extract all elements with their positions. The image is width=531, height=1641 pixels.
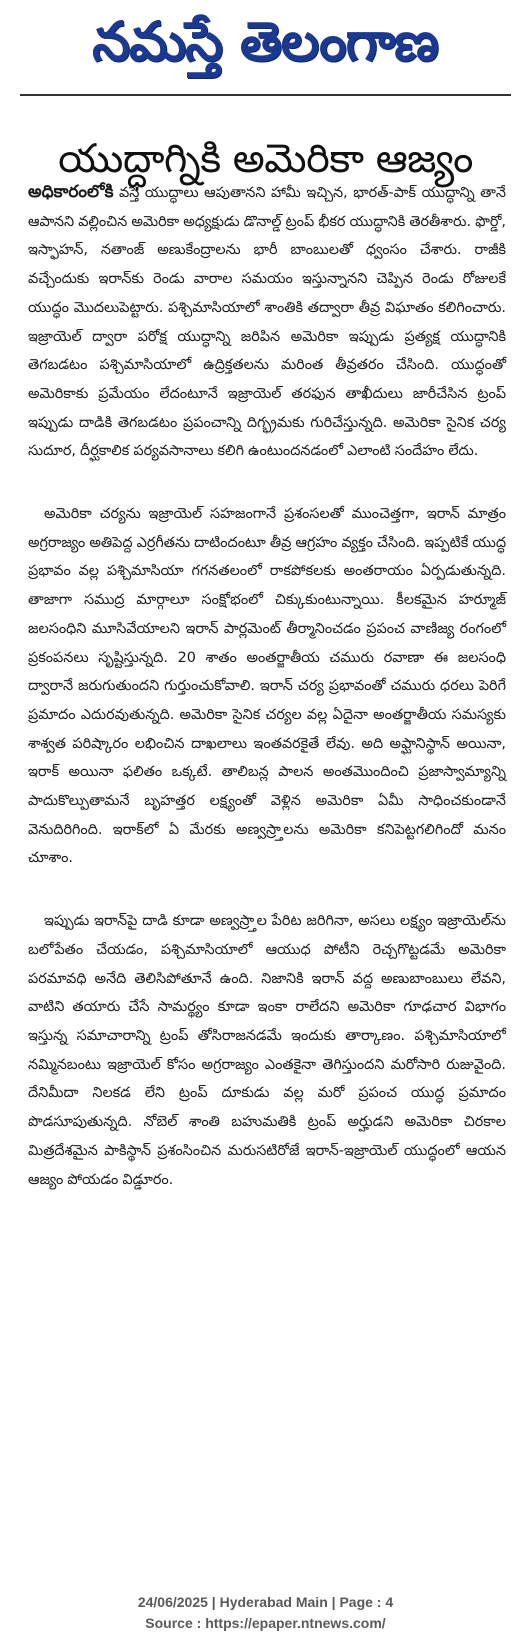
article-paragraph-2 <box>28 500 506 873</box>
source-link[interactable]: Source : https://epaper.ntnews.com/ <box>145 1615 386 1631</box>
article-paragraph-1 <box>28 178 506 466</box>
paragraph-text: అమెరికా చర్యను ఇజ్రాయెల్ సహజంగానే ప్రశంసలతో ముంచెత్తగా, ఇరాన్ మాత్రం అగ్రరాజ్యం అతిపెద్ద ఎర్రగీతను దాటిందంటూ తీవ్ర ఆగ్రహం వ్యక్తం చేసింది. ఇప్పటికే యుద్ధ ప్రభావం వల్ల పశ్చిమాసియా గగనతలంలో రాకపోకలకు అంతరాయం ఏర్పడుతున్నది. తాజాగా సముద్ర మార్గాలూ సంక్షోభంలో చిక్కుకుంటున్నాయి. కీలకమైన హర్మూజ్ జలసంధిని మూసివేయాలని ఇరాన్ పార్లమెంట్ తీర్మానించడం ప్రపంచ వాణిజ్య రంగంలో ప్రకంపనలు సృష్టిస్తున్నది. 20 శాతం అంతర్జాతీయ చమురు రవాణా ఈ జలసంధి ద్వారానే జరుగుతుందని గుర్తుంచుకోవాలి. ఇరాన్ చర్య ప్రభావంతో చమురు ధరలు పెరిగే ప్రమాదం ఎదురవుతున్నది. అమెరికా సైనిక చర్యల వల్ల ఏదైనా అంతర్జాతీయ సమస్యకు శాశ్వత పరిష్కారం లభించిన దాఖలాలు ఇంతవరకైతే లేవు. అది అఫ్ఘానిస్థాన్ అయినా, ఇరాక్ అయినా ఫలితం ఒక్కటే. తాలిబన్ల పాలన అంతమొందించి ప్రజాస్వామ్యాన్ని పాదుకొల్పుతామనే బృహత్తర లక్ష్యంతో వెళ్లిన అమెరికా ఏమీ సాధించకుండానే వెనుదిరిగింది. ఇరాక్‌లో ఏ మేరకు అణ్వస్ర్తాలను అమెరికా కనిపెట్టగలిగిందో మనం చూశాం. <box>28 506 506 867</box>
top-divider <box>20 94 511 96</box>
edition-info: 24/06/2025 | Hyderabad Main | Page : 4 <box>137 1594 394 1610</box>
paragraph-lead-word: అధికారంలోకి <box>28 182 114 202</box>
article-paragraph-3 <box>28 907 506 1194</box>
article-headline: యుద్ధాగ్నికి అమెరికా ఆజ్యం <box>58 135 473 182</box>
article-body <box>28 178 506 1194</box>
page-footer <box>0 1592 531 1634</box>
masthead-logo <box>60 6 470 78</box>
newspaper-title: నమస్తే తెలంగాణ <box>92 10 438 73</box>
paragraph-text: వస్తే యుద్ధాలు ఆపుతానని హామీ ఇచ్చిన, భారత్-పాక్ యుద్ధాన్ని తానే ఆపానని వల్లించిన అమెరికా అధ్యక్షుడు డొనాల్డ్ ట్రంప్ భీకర యుద్ధానికి తెరతీశారు. ఫొర్డో, ఇస్ఫాహన్, నతాంజ్ అణుకేంద్రాలను భారీ బాంబులతో ధ్వంసం చేశారు. రాజీకి వచ్చేందుకు ఇరాన్‌కు రెండు వారాల సమయం ఇస్తున్నానని చెప్పిన రెండు రోజులకే యుద్ధం మొదలుపెట్టారు. పశ్చిమాసియాలో శాంతికి తద్వారా తీవ్ర విఘాతం కలిగించారు. ఇజ్రాయెల్ ద్వారా పరోక్ష యుద్ధాన్ని జరిపిన అమెరికా ఇప్పుడు ప్రత్యక్ష యుద్ధానికి తెగబడటం పశ్చిమాసియాలో ఉద్రిక్తతలను మరింత తీవ్రతరం చేసింది. యుద్ధంతో అమెరికాకు ప్రమేయం లేదంటూనే ఇజ్రాయెల్ తరఫున తాఖీదులు జారీచేసిన ట్రంప్ ఇప్పుడు దాడికి తెగబడటం ప్రపంచాన్ని దిగ్భ్రమకు గురిచేస్తున్నది. అమెరికా సైనిక చర్య సుదూర, దీర్ఘకాలిక పర్యవసానాలు కలిగి ఉంటుందనడంలో ఎలాంటి సందేహం లేదు. <box>28 185 506 460</box>
paragraph-text: ఇప్పుడు ఇరాన్‌పై దాడి కూడా అణ్వస్ర్తాల పేరిట జరిగినా, అసలు లక్ష్యం ఇజ్రాయెల్‌ను బలోపేతం చేయడం, పశ్చిమాసియాలో ఆయుధ పోటీని రెచ్చగొట్టడమే అమెరికా పరమావధి అనేది తెలిసిపోతూనే ఉంది. నిజానికి ఇరాన్ వద్ద అణుబాంబులు లేవని, వాటిని తయారు చేసే సామర్థ్యం కూడా ఇంకా రాలేదని అమెరికా గూఢచార విభాగం ఇస్తున్న సమాచారాన్ని ట్రంప్ తోసిరాజనడమే ఇందుకు తార్కాణం. పశ్చిమాసియాలో నమ్మినబంటు ఇజ్రాయెల్ కోసం అగ్రరాజ్యం ఎంతకైనా తెగిస్తుందని మరోసారి రుజువైంది. దేనిమీదా నిలకడ లేని ట్రంప్ దూకుడు వల్ల మరో ప్రపంచ యుద్ధ ప్రమాదం పొడసూపుతున్నది. నోబెల్ శాంతి బహుమతికి ట్రంప్ అర్హుడని అమెరికా చిరకాల మిత్రదేశమైన పాకిస్థాన్ ప్రశంసించిన మరుసటిరోజే ఇరాన్-ఇజ్రాయెల్ యుద్ధంలో ఆయన ఆజ్యం పోయడం విడ్డూరం. <box>28 913 506 1188</box>
